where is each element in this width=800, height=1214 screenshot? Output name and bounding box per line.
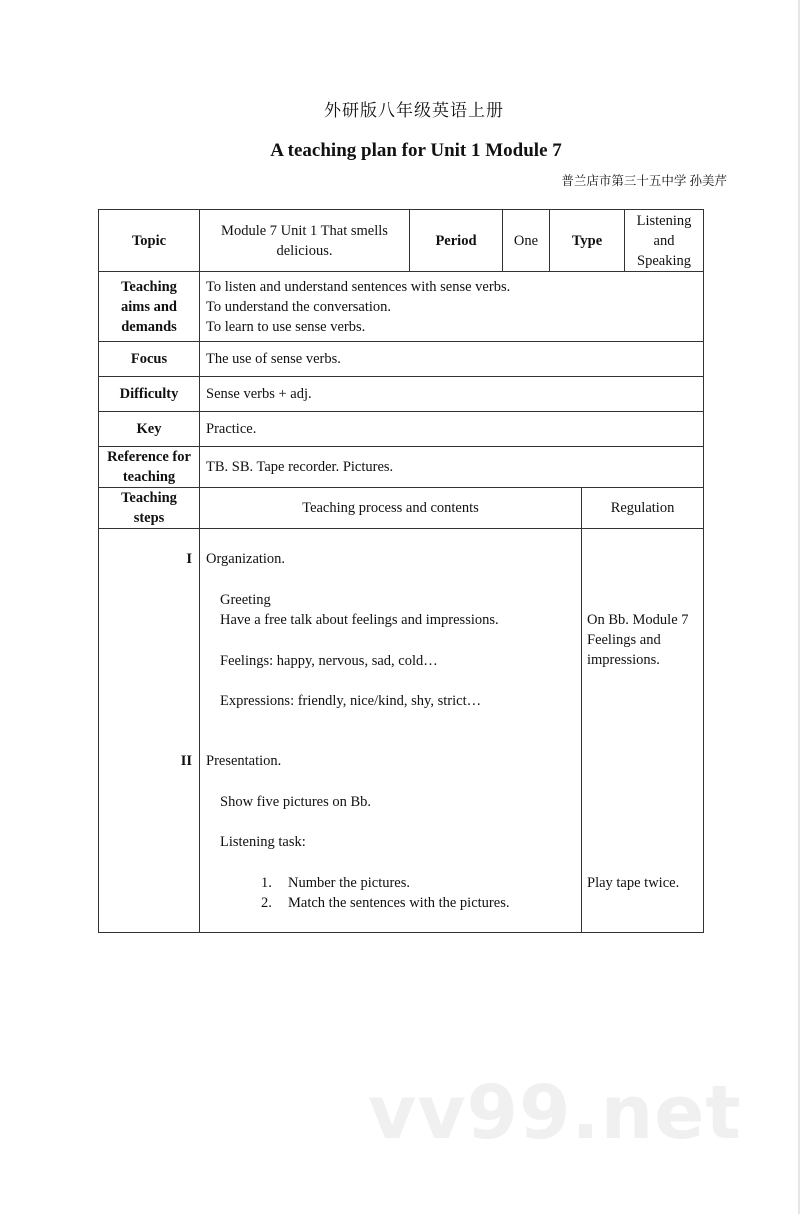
aim-item: To listen and understand sentences with sense verbs. (206, 279, 511, 295)
free-talk-text: Have a free talk about feelings and impressions. (220, 612, 499, 628)
aim-item: To understand the conversation. (206, 299, 392, 315)
type-label: Type (550, 210, 625, 272)
aims-list (200, 272, 704, 342)
steps-label: Teaching steps (99, 488, 200, 529)
step1-title: Organization. (206, 551, 286, 567)
author-line: 普兰店市第三十五中学 孙美芹 (561, 174, 727, 188)
step-number-1: I (186, 551, 192, 567)
focus-label: Focus (99, 342, 200, 377)
feelings-text: Feelings: happy, nervous, sad, cold… (220, 653, 438, 669)
type-value: Listening and Speaking (625, 210, 704, 272)
task-number: 1. (261, 875, 272, 891)
teaching-plan-table (98, 209, 704, 933)
steps-column (99, 529, 200, 933)
aims-label: Teaching aims and demands (99, 272, 200, 342)
page-title: A teaching plan for Unit 1 Module 7 (270, 140, 562, 161)
process-header: Teaching process and contents (200, 488, 582, 529)
reference-value: TB. SB. Tape recorder. Pictures. (200, 447, 704, 488)
step-number-2: II (180, 753, 192, 769)
difficulty-label: Difficulty (99, 377, 200, 412)
task-item: Number the pictures. (288, 875, 411, 891)
topic-label: Topic (99, 210, 200, 272)
task-number: 2. (261, 895, 272, 911)
focus-value: The use of sense verbs. (200, 342, 704, 377)
step2-title: Presentation. (206, 753, 282, 769)
period-value: One (503, 210, 550, 272)
topic-value: Module 7 Unit 1 That smells delicious. (200, 210, 410, 272)
difficulty-value: Sense verbs + adj. (200, 377, 704, 412)
series-heading: 外研版八年级英语上册 (324, 101, 504, 120)
regulation-contents (582, 529, 704, 933)
key-label: Key (99, 412, 200, 447)
expressions-text: Expressions: friendly, nice/kind, shy, strict… (220, 693, 482, 709)
period-label: Period (410, 210, 503, 272)
regulation-header: Regulation (582, 488, 704, 529)
watermark: vv99.net (368, 1070, 742, 1156)
regulation-note: On Bb. Module 7 Feelings and impressions. (587, 612, 689, 668)
listening-task-text: Listening task: (220, 834, 306, 850)
show-pictures-text: Show five pictures on Bb. (220, 794, 372, 810)
process-contents (200, 529, 582, 933)
task-item: Match the sentences with the pictures. (288, 895, 510, 911)
regulation-note: Play tape twice. (587, 875, 680, 891)
greeting-text: Greeting (220, 592, 271, 608)
key-value: Practice. (200, 412, 704, 447)
aim-item: To learn to use sense verbs. (206, 319, 366, 335)
reference-label: Reference for teaching (99, 447, 200, 488)
